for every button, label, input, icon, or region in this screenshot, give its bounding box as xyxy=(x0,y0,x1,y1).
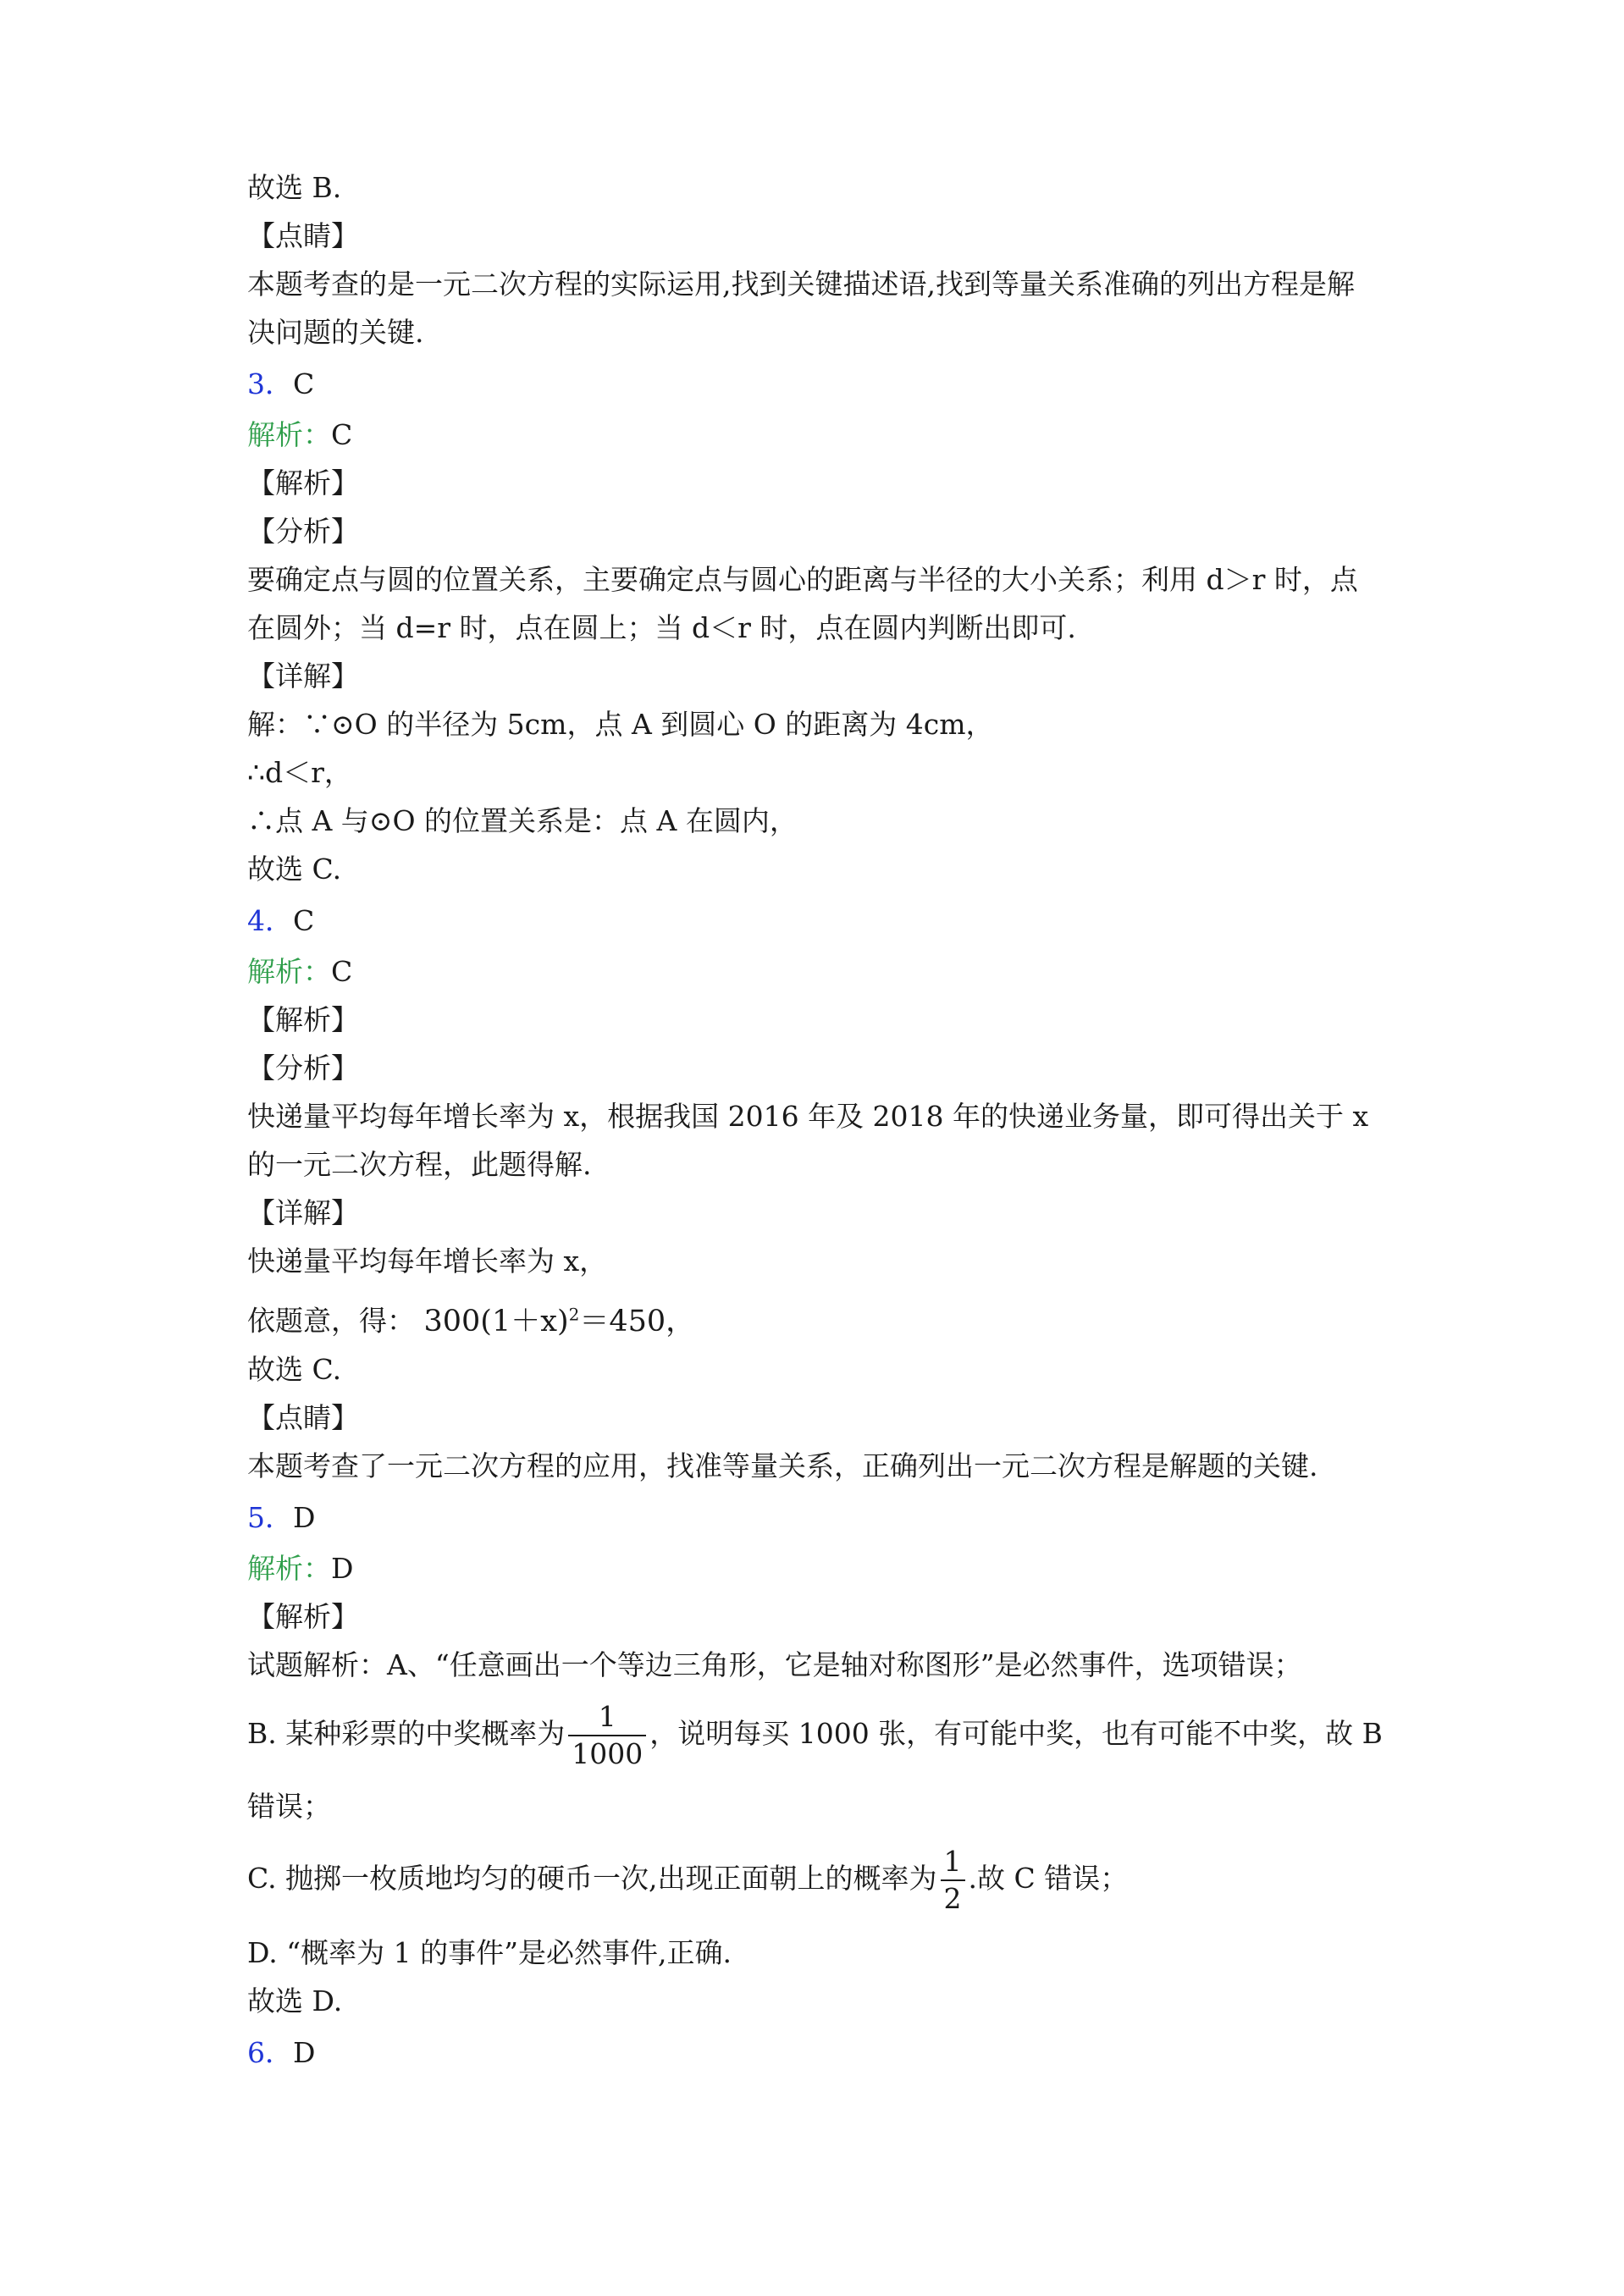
text-line: 在圆外；当 d=r 时，点在圆上；当 d＜r 时，点在圆内判断出即可. xyxy=(247,611,1076,644)
analysis-line xyxy=(247,417,352,454)
fraction-line-suffix: ，说明每买 1000 张，有可能中奖，也有可能不中奖，故 B xyxy=(649,1717,1383,1750)
question-answer: C xyxy=(293,904,315,937)
equation-formula xyxy=(424,1305,696,1338)
fraction-denominator: 2 xyxy=(943,1882,962,1915)
text-line: 的一元二次方程，此题得解. xyxy=(247,1148,592,1181)
section-heading: 【解析】 xyxy=(247,1003,359,1036)
equation-result: ＝450， xyxy=(579,1304,696,1338)
fraction-numerator: 1 xyxy=(568,1699,646,1736)
fraction-line-suffix: .故 C 错误； xyxy=(968,1862,1129,1895)
fraction xyxy=(568,1699,646,1772)
analysis-label: 解析： xyxy=(247,418,331,451)
text-line: 快递量平均每年增长率为 x，根据我国 2016 年及 2018 年的快递业务量，即可得出关于 x xyxy=(247,1100,1369,1133)
text-line: 试题解析：A、“任意画出一个等边三角形，它是轴对称图形”是必然事件，选项错误； xyxy=(247,1648,1302,1681)
equation-line xyxy=(247,1295,695,1340)
fraction-line xyxy=(247,1697,1383,1772)
question-number: 4． xyxy=(247,904,293,937)
question-answer: D xyxy=(293,1501,316,1534)
analysis-value: D xyxy=(331,1552,354,1585)
text-line: 故选 C. xyxy=(247,1353,342,1386)
analysis-value: C xyxy=(331,955,353,988)
section-heading: 【分析】 xyxy=(247,1051,359,1085)
fraction xyxy=(941,1844,965,1917)
fraction-line xyxy=(247,1842,1128,1917)
text-line: D. “概率为 1 的事件”是必然事件,正确. xyxy=(247,1936,732,1969)
fraction-line-prefix: C. 抛掷一枚质地均匀的硬币一次,出现正面朝上的概率为 xyxy=(247,1862,937,1895)
text-line: ∴点 A 与⊙O 的位置关系是：点 A 在圆内， xyxy=(247,804,798,837)
question-number: 3． xyxy=(247,367,293,400)
text-line: 故选 C. xyxy=(247,853,342,886)
text-line: 要确定点与圆的位置关系，主要确定点与圆心的距离与半径的大小关系；利用 d＞r 时，点 xyxy=(247,563,1358,596)
question-answer: D xyxy=(293,2036,316,2069)
text-line: 本题考查了一元二次方程的应用，找准等量关系，正确列出一元二次方程是解题的关键. xyxy=(247,1449,1318,1482)
question-4-header xyxy=(247,902,314,940)
question-5-header xyxy=(247,1499,315,1537)
analysis-line xyxy=(247,1550,353,1587)
text-line: 故选 D. xyxy=(247,1984,343,2017)
text-line: 错误； xyxy=(247,1790,331,1823)
fraction-line-prefix: B. 某种彩票的中奖概率为 xyxy=(247,1717,566,1750)
section-heading: 【详解】 xyxy=(247,660,359,693)
text-line: 本题考查的是一元二次方程的实际运用,找到关键描述语,找到等量关系准确的列出方程是解 xyxy=(247,268,1355,301)
equation-base: 300(1＋x) xyxy=(423,1304,569,1338)
fraction-numerator: 1 xyxy=(941,1844,965,1881)
text-line: 解：∵⊙O 的半径为 5cm，点 A 到圆心 O 的距离为 4cm， xyxy=(247,708,994,741)
text-line: 故选 B. xyxy=(247,171,342,204)
section-heading: 【详解】 xyxy=(247,1196,359,1229)
question-answer: C xyxy=(293,367,315,400)
section-heading: 【解析】 xyxy=(247,1600,359,1633)
section-heading: 【点睛】 xyxy=(247,219,359,252)
question-number: 5． xyxy=(247,1501,293,1534)
section-heading: 【点睛】 xyxy=(247,1401,359,1434)
section-heading: 【解析】 xyxy=(247,466,359,499)
analysis-value: C xyxy=(331,418,353,451)
analysis-label: 解析： xyxy=(247,955,331,988)
text-line: ∴d＜r， xyxy=(247,756,352,789)
question-6-header xyxy=(247,2034,315,2072)
question-3-header xyxy=(247,366,314,403)
question-number: 6． xyxy=(247,2036,293,2069)
fraction-denominator: 1000 xyxy=(572,1737,644,1770)
section-heading: 【分析】 xyxy=(247,515,359,548)
text-line: 决问题的关键. xyxy=(247,316,424,349)
text-line: 快递量平均每年增长率为 x， xyxy=(247,1245,608,1278)
analysis-label: 解析： xyxy=(247,1552,331,1585)
equation-exponent: 2 xyxy=(568,1304,580,1324)
analysis-line xyxy=(247,953,352,991)
equation-prefix: 依题意，得： xyxy=(247,1304,415,1338)
